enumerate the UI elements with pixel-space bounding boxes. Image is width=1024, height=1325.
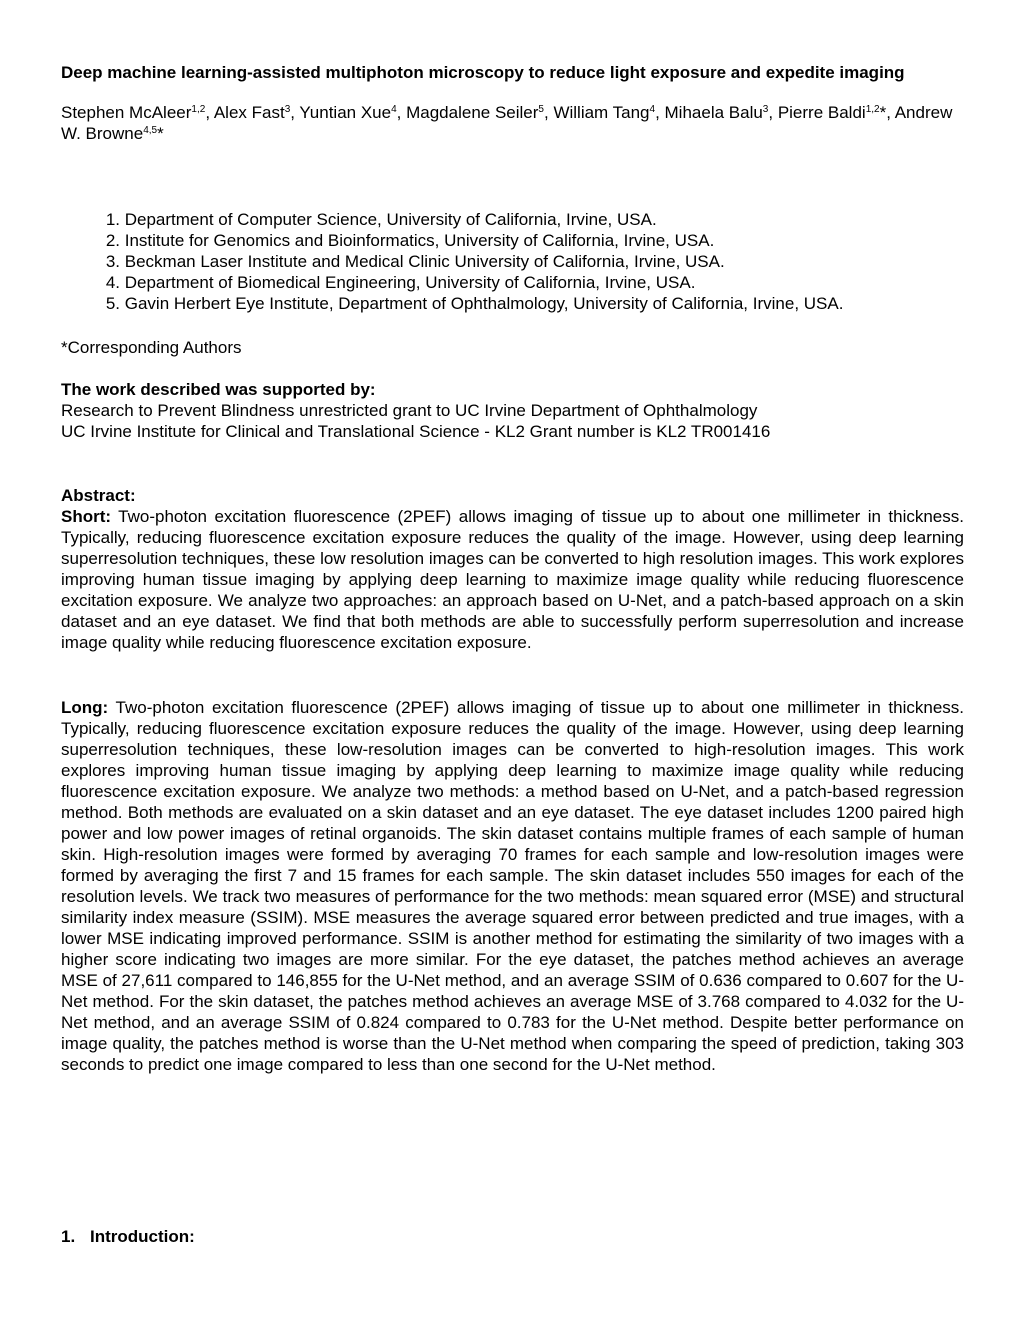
affiliation-item	[61, 251, 964, 272]
abstract-heading: Abstract:	[61, 486, 136, 505]
affiliation-text: Institute for Genomics and Bioinformatics, University of California, Irvine, USA.	[124, 231, 715, 250]
affiliation-text: Gavin Herbert Eye Institute, Department of Ophthalmology, University of California, Irvine, USA.	[124, 294, 844, 313]
abstract-section	[61, 485, 964, 653]
affiliation-item	[61, 293, 964, 314]
affiliation-item	[61, 272, 964, 293]
funding-line: UC Irvine Institute for Clinical and Translational Science - KL2 Grant number is KL2 TR001416	[61, 422, 771, 441]
affiliation-list	[61, 209, 964, 314]
corresponding-authors-note: *Corresponding Authors	[61, 338, 242, 357]
section-title: Introduction:	[90, 1227, 195, 1246]
author-separator: ,	[205, 103, 214, 122]
affiliation-text: Department of Computer Science, University of California, Irvine, USA.	[124, 210, 657, 229]
author-separator: ,	[768, 103, 778, 122]
author-list	[61, 102, 964, 144]
affiliation-number: 5.	[105, 294, 120, 313]
affiliation-number: 4.	[105, 273, 120, 292]
short-abstract-text: Two-photon excitation fluorescence (2PEF) allows imaging of tissue up to about one millimeter in thickness. Typically, reducing fluorescence excitation exposure reduces the quality of the image. However, using deep learning superresolution techniques, these low resolution images can be converted to high resolution images. This work explores improving human tissue imaging by applying deep learning to maximize image quality while reducing fluorescence excitation exposure. We analyze two approaches: an approach based on U-Net, and a patch-based approach on a skin dataset and an eye dataset. We find that both methods are able to successfully perform superresolution and increase image quality while reducing fluorescence excitation exposure.	[61, 507, 964, 652]
long-abstract-text: Two-photon excitation fluorescence (2PEF) allows imaging of tissue up to about one millimeter in thickness. Typically, reducing fluorescence excitation exposure reduces the quality of the image. However, using deep learning superresolution techniques, these low-resolution images can be converted to high-resolution images. This work explores improving human tissue imaging by applying deep learning to maximize image quality while reducing fluorescence excitation exposure. We analyze two methods: a method based on U-Net, and a patch-based regression method. Both methods are evaluated on a skin dataset and an eye dataset. The eye dataset includes 1200 paired high power and low power images of retinal organoids. The skin dataset contains multiple frames of each sample of human skin. High-resolution images were formed by averaging 70 frames for each sample and low-resolution images were formed by averaging the first 7 and 15 frames for each sample. The skin dataset includes 550 images for each of the resolution levels. We track two measures of performance for the two methods: mean squared error (MSE) and structural similarity index measure (SSIM). MSE measures the average squared error between predicted and true images, with a lower MSE indicating improved performance. SSIM is another method for estimating the similarity of two images with a higher score indicating two images are more similar. For the eye dataset, the patches method achieves an average MSE of 27,611 compared to 146,855 for the U-Net method, and an average SSIM of 0.636 compared to 0.607 for the U-Net method. For the skin dataset, the patches method achieves an average MSE of 3.768 compared to 4.032 for the U-Net method, and an average SSIM of 0.824 compared to 0.783 for the U-Net method. Despite better performance on image quality, the patches method is worse than the U-Net method when comparing the speed of prediction, taking 303 seconds to predict one image compared to less than one second for the U-Net method.	[61, 698, 965, 1074]
affiliation-number: 3.	[105, 252, 120, 271]
funding-section	[61, 379, 964, 442]
author-affiliation-sup: 1,2	[865, 104, 880, 115]
section-number: 1.	[61, 1227, 76, 1246]
funding-line: Research to Prevent Blindness unrestricted grant to UC Irvine Department of Ophthalmology	[61, 401, 758, 420]
author-name: Andrew W. Browne	[61, 103, 953, 143]
author-name: Stephen McAleer	[61, 103, 192, 122]
author-affiliation-sup: 3	[762, 104, 769, 115]
author-separator: ,	[290, 103, 300, 122]
author-affiliation-sup: 4,5	[143, 125, 158, 136]
author-name: Mihaela Balu	[664, 103, 763, 122]
affiliation-item	[61, 230, 964, 251]
author-name: William Tang	[553, 103, 650, 122]
author-affiliation-sup: 5	[538, 104, 544, 115]
author-separator: ,	[543, 103, 554, 122]
affiliation-text: Beckman Laser Institute and Medical Clinic University of California, Irvine, USA.	[124, 252, 725, 271]
section-heading-introduction	[61, 1226, 195, 1247]
affiliation-number: 1.	[105, 210, 120, 229]
affiliation-number: 2.	[105, 231, 120, 250]
author-affiliation-sup: 1,2	[191, 104, 206, 115]
funding-heading: The work described was supported by:	[61, 380, 376, 399]
long-abstract	[61, 697, 964, 1075]
author-name: Pierre Baldi	[777, 103, 866, 122]
author-affiliation-sup: 4	[649, 104, 656, 115]
author-name: Yuntian Xue	[299, 103, 392, 122]
author-affiliation-sup: 3	[284, 104, 291, 115]
author-name: Magdalene Seiler	[406, 103, 539, 122]
short-abstract	[61, 506, 964, 653]
affiliation-item	[61, 209, 964, 230]
long-abstract-label: Long:	[61, 698, 109, 717]
author-separator: ,	[396, 103, 407, 122]
author-separator: *,	[879, 103, 895, 122]
author-separator: ,	[655, 103, 665, 122]
short-abstract-label: Short:	[61, 507, 112, 526]
paper-title: Deep machine learning-assisted multiphoton microscopy to reduce light exposure and expedite imaging	[61, 63, 905, 82]
author-affiliation-sup: 4	[391, 104, 397, 115]
author-name: Alex Fast	[213, 103, 285, 122]
author-separator: *	[157, 124, 164, 143]
affiliation-text: Department of Biomedical Engineering, University of California, Irvine, USA.	[124, 273, 696, 292]
